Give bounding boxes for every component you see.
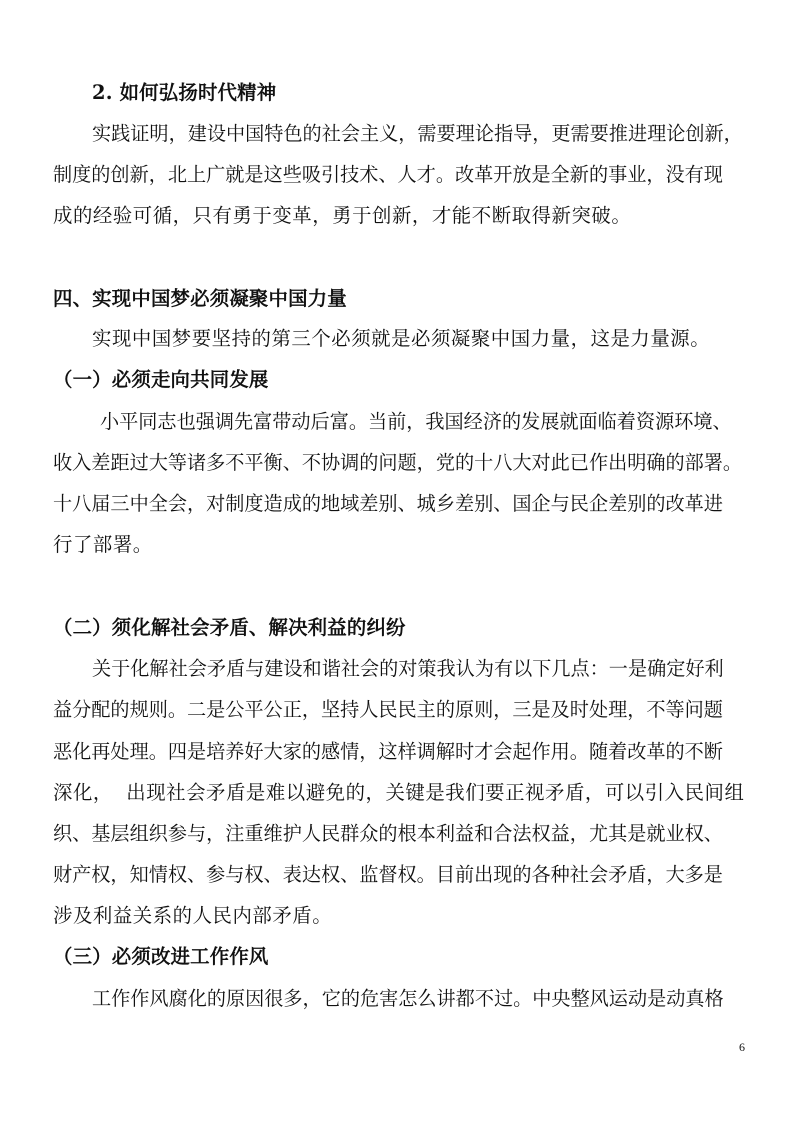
paragraph-line: 关于化解社会矛盾与建设和谐社会的对策我认为有以下几点：一是确定好利: [92, 657, 724, 680]
paragraph-line: 十八届三中全会，对制度造成的地域差别、城乡差别、国企与民企差别的改革进: [53, 492, 723, 515]
paragraph-line: 恶化再处理。四是培养好大家的感情，这样调解时才会起作用。随着改革的不断: [53, 740, 723, 763]
subsection-1-heading: （一）必须走向共同发展: [53, 368, 269, 391]
paragraph-line: 收入差距过大等诸多不平衡、不协调的问题，党的十八大对此已作出明确的部署。: [53, 451, 743, 474]
paragraph-line: 实现中国梦要坚持的第三个必须就是必须凝聚中国力量，这是力量源。: [92, 327, 711, 350]
paragraph-line: 织、基层组织参与，注重维护人民群众的根本利益和合法权益，尤其是就业权、: [53, 822, 723, 845]
paragraph-line: 制度的创新，北上广就是这些吸引技术、人才。改革开放是全新的事业，没有现: [53, 163, 723, 186]
paragraph-line: 深化， 出现社会矛盾是难以避免的，关键是我们要正视矛盾，可以引入民间组: [53, 781, 745, 804]
paragraph-line: 成的经验可循，只有勇于变革，勇于创新，才能不断取得新突破。: [53, 204, 632, 227]
paragraph-line: 涉及利益关系的人民内部矛盾。: [53, 904, 333, 927]
section-4-heading: 四、实现中国梦必须凝聚中国力量: [53, 287, 347, 310]
subsection-2-heading: （二）须化解社会矛盾、解决利益的纠纷: [53, 616, 406, 639]
paragraph-line: 行了部署。: [53, 533, 153, 556]
page-number: 6: [739, 1040, 745, 1054]
paragraph-line: 小平同志也强调先富带动后富。当前，我国经济的发展就面临着资源环境、: [100, 410, 732, 433]
paragraph-line: 工作作风腐化的原因很多，它的危害怎么讲都不过。中央整风运动是动真格: [92, 987, 724, 1010]
paragraph-line: 财产权，知情权、参与权、表达权、监督权。目前出现的各种社会矛盾，大多是: [53, 863, 723, 886]
subsection-3-heading: （三）必须改进工作作风: [53, 945, 269, 968]
section-2-heading: 2. 如何弘扬时代精神: [92, 81, 277, 104]
paragraph-line: 益分配的规则。二是公平公正，坚持人民民主的原则，三是及时处理，不等问题: [53, 698, 723, 721]
paragraph-line: 实践证明，建设中国特色的社会主义，需要理论指导，更需要推进理论创新，: [92, 122, 743, 145]
